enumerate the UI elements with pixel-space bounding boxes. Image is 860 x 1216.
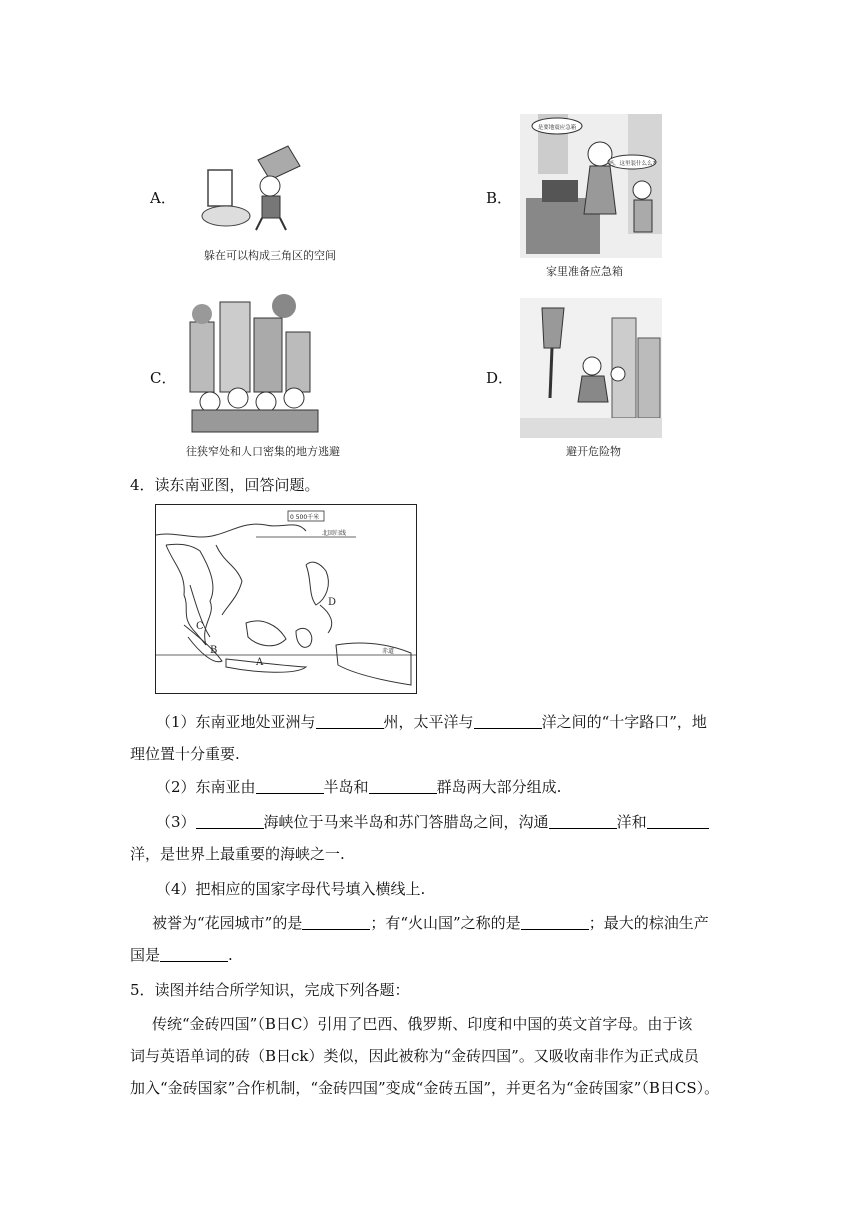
option-d-caption: 避开危险物 bbox=[566, 445, 621, 458]
option-d-illustration bbox=[520, 298, 662, 438]
map-label-d: D bbox=[328, 597, 337, 608]
q4-p1-part2: 州，太平洋与 bbox=[383, 713, 474, 731]
q4-p3-part3: 洋和 bbox=[616, 813, 647, 831]
q4-p3-part2: 海峡位于马来半岛和苏门答腊岛之间，沟通 bbox=[263, 813, 549, 831]
option-b-caption: 家里准备应急箱 bbox=[546, 265, 623, 278]
q4-p5-part1: 被誉为“花园城市”的是 bbox=[152, 914, 303, 932]
blank-2[interactable] bbox=[474, 714, 542, 729]
option-a-letter: A． bbox=[150, 189, 176, 207]
blank-1[interactable] bbox=[316, 714, 384, 729]
blank-4[interactable] bbox=[369, 779, 437, 794]
question-4-title: 4．读东南亚图，回答问题。 bbox=[130, 476, 320, 494]
option-b-letter: B． bbox=[486, 189, 513, 207]
blank-3[interactable] bbox=[256, 779, 324, 794]
q4-p5-part3: ；最大的棕油生产 bbox=[588, 914, 709, 932]
option-d-letter: D． bbox=[486, 369, 514, 387]
q5-line-3: 加入“金砖国家”合作机制，“金砖四国”变成“金砖五国”，并更名为“金砖国家”（B日CS）。 bbox=[130, 1079, 720, 1097]
q4-p5-part4: 国是 bbox=[130, 946, 161, 964]
map-label-a: A bbox=[256, 657, 264, 668]
map-equator-label: 赤道 bbox=[382, 648, 395, 655]
bubble-2-text: 妈，这里装什么么? bbox=[608, 161, 656, 167]
question-5-title: 5．读图并结合所学知识，完成下列各题： bbox=[130, 981, 410, 999]
q4-p5-part5: . bbox=[228, 946, 233, 964]
option-c-letter: C． bbox=[150, 369, 177, 387]
q5-line-2: 词与英语单词的砖（B日ck）类似，因此被称为“金砖四国”。又吸收南非作为正式成员 bbox=[130, 1047, 699, 1065]
blank-8[interactable] bbox=[302, 915, 370, 930]
q4-line-3 bbox=[156, 777, 756, 797]
q4-p5-part2: ；有“火山国”之称的是 bbox=[370, 914, 521, 932]
q4-line-7 bbox=[152, 913, 742, 933]
southeast-asia-map bbox=[155, 504, 417, 694]
q4-p2-part3: 群岛两大部分组成. bbox=[436, 778, 562, 796]
q4-line-4 bbox=[156, 812, 736, 832]
map-label-c: C bbox=[196, 621, 204, 632]
q4-p1-part1: （1）东南亚地处亚洲与 bbox=[156, 713, 316, 731]
map-label-b: B bbox=[210, 645, 218, 656]
q4-p1-part3: 洋之间的“十字路口”，地 bbox=[541, 713, 707, 731]
map-tropic-label: 北回归线 bbox=[322, 530, 347, 537]
blank-7[interactable] bbox=[647, 814, 709, 829]
q4-line-5: 洋，是世界上最重要的海峡之一. bbox=[130, 845, 345, 863]
q4-line-8 bbox=[130, 945, 730, 965]
option-a-illustration bbox=[200, 140, 310, 236]
option-a-caption: 躲在可以构成三角区的空间 bbox=[204, 249, 336, 262]
q4-p3-part1: （3） bbox=[156, 813, 196, 831]
blank-6[interactable] bbox=[549, 814, 617, 829]
blank-9[interactable] bbox=[521, 915, 589, 930]
option-b-illustration bbox=[520, 114, 662, 258]
q4-line-2: 理位置十分重要. bbox=[130, 745, 240, 763]
q4-p2-part1: （2）东南亚由 bbox=[156, 778, 256, 796]
q5-line-1: 传统“金砖四国”（B日C）引用了巴西、俄罗斯、印度和中国的英文首字母。由于该 bbox=[152, 1015, 693, 1033]
map-scale-label: 0 500千米 bbox=[290, 514, 320, 521]
bubble-1-text: 是要地震应急箱 bbox=[537, 125, 577, 131]
q4-line-1 bbox=[156, 712, 736, 732]
blank-10[interactable] bbox=[160, 947, 228, 962]
option-c-illustration bbox=[180, 292, 330, 436]
q4-line-6: （4）把相应的国家字母代号填入横线上. bbox=[156, 880, 426, 898]
option-c-caption: 往狭窄处和人口密集的地方逃避 bbox=[186, 445, 340, 458]
blank-5[interactable] bbox=[196, 814, 264, 829]
q4-p2-part2: 半岛和 bbox=[323, 778, 369, 796]
